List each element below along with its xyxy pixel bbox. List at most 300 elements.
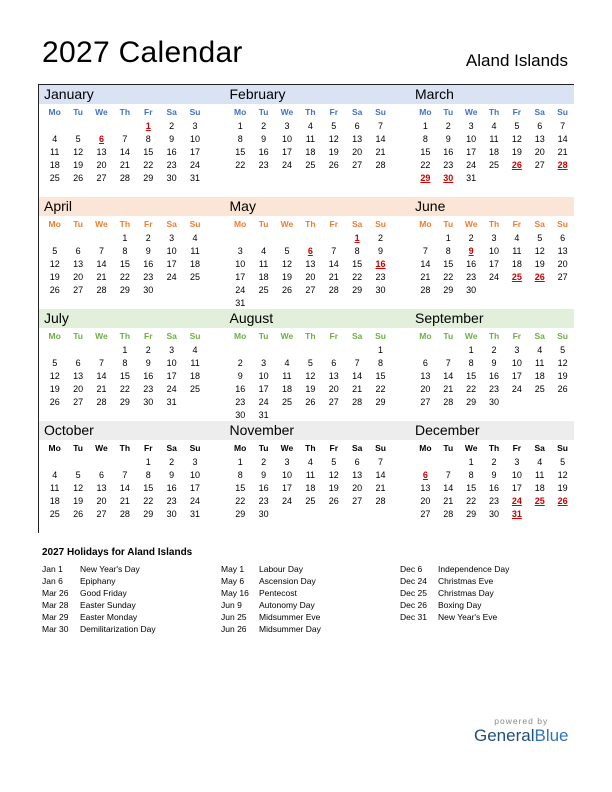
week-row: [414, 232, 574, 245]
day-cell: 12: [305, 371, 316, 381]
week-row: [414, 159, 574, 172]
week-row: [229, 370, 411, 383]
day-cell: 5: [560, 457, 566, 467]
day-cell: 19: [328, 147, 339, 157]
day-cell: 3: [169, 345, 175, 355]
day-cell: 19: [557, 483, 568, 493]
holiday-item-name: Autonomy Day: [259, 600, 315, 610]
day-cell: 27: [352, 496, 363, 506]
week-row: [414, 271, 574, 284]
day-cell: 27: [420, 397, 431, 407]
day-cell: 13: [420, 371, 431, 381]
holiday-column: [42, 563, 221, 635]
day-cell: 30: [489, 509, 500, 519]
day-cell: 7: [331, 246, 337, 256]
day-cell: 8: [378, 358, 384, 368]
day-cell: [299, 508, 322, 521]
day-cell: 27: [328, 397, 339, 407]
day-cell: 14: [328, 259, 339, 269]
weekday-label: Mo: [234, 219, 247, 229]
day-cell: 29: [466, 397, 477, 407]
week-row: [414, 357, 574, 370]
weekday-label: Th: [305, 219, 316, 229]
day-cell: 12: [281, 259, 292, 269]
holiday-date: 26: [511, 160, 522, 170]
day-cell: 20: [557, 259, 568, 269]
day-cell: 15: [466, 371, 477, 381]
day-cell: 23: [143, 272, 154, 282]
holiday-date: 31: [511, 509, 522, 519]
day-cell: 18: [511, 259, 522, 269]
day-cell: 1: [122, 345, 128, 355]
day-cell: 28: [375, 160, 386, 170]
weekday-header: [229, 440, 411, 456]
weekday-label: Tu: [258, 107, 269, 117]
quarter-row: [39, 421, 574, 533]
week-row: [229, 133, 411, 146]
day-cell: 15: [235, 483, 246, 493]
weekday-label: We: [464, 443, 478, 453]
day-cell: [252, 232, 275, 245]
day-cell: 25: [281, 397, 292, 407]
weekday-label: Fr: [329, 443, 338, 453]
day-cell: 13: [420, 483, 431, 493]
day-cell: 21: [352, 384, 363, 394]
day-cell: 9: [237, 371, 243, 381]
holiday-item-name: Labour Day: [259, 564, 303, 574]
weekday-header: [414, 216, 574, 232]
weekday-label: Su: [189, 107, 201, 117]
day-cell: 10: [281, 134, 292, 144]
day-cell: 20: [420, 496, 431, 506]
month-name: January: [39, 85, 225, 104]
weekday-label: Mo: [419, 443, 432, 453]
day-cell: 8: [468, 470, 474, 480]
day-cell: 20: [352, 147, 363, 157]
week-row: [229, 469, 411, 482]
day-cell: 16: [143, 259, 154, 269]
day-cell: 7: [98, 358, 104, 368]
week-row: [229, 508, 411, 521]
weekday-label: Sa: [534, 219, 545, 229]
holiday-item: [400, 587, 579, 599]
day-cell: 19: [328, 483, 339, 493]
day-cell: 3: [514, 457, 520, 467]
week-row: [43, 159, 225, 172]
holiday-date: 24: [511, 496, 522, 506]
weekday-label: Mo: [234, 107, 247, 117]
week-row: [43, 383, 225, 396]
day-cell: 14: [352, 371, 363, 381]
holiday-item-name: Good Friday: [80, 588, 127, 598]
day-cell: 19: [49, 272, 60, 282]
weekday-label: Sa: [166, 331, 177, 341]
day-cell: [43, 232, 66, 245]
day-cell: 10: [190, 470, 201, 480]
weekday-label: Sa: [534, 443, 545, 453]
month-block: [410, 421, 574, 533]
weekday-label: Su: [189, 443, 201, 453]
day-cell: 11: [535, 470, 545, 480]
day-cell: 14: [119, 147, 130, 157]
day-cell: 11: [305, 134, 316, 144]
day-cell: 3: [514, 345, 520, 355]
holiday-date: 25: [534, 496, 545, 506]
holiday-date: 6: [98, 134, 104, 144]
quarter-row: [39, 197, 574, 309]
day-cell: 6: [354, 121, 360, 131]
day-cell: 4: [192, 233, 198, 243]
day-cell: 4: [192, 345, 198, 355]
month-name: July: [39, 309, 225, 328]
day-cell: 29: [443, 285, 454, 295]
day-cell: 12: [328, 470, 339, 480]
day-cell: 31: [190, 509, 201, 519]
weekday-label: We: [280, 219, 294, 229]
day-cell: 13: [352, 470, 363, 480]
weekday-label: Fr: [329, 219, 338, 229]
holiday-date: 16: [375, 259, 386, 269]
day-cell: 22: [352, 272, 363, 282]
weekday-header: [414, 104, 574, 120]
weekday-label: Fr: [512, 331, 522, 341]
day-cell: 10: [511, 358, 522, 368]
holiday-item: [400, 599, 579, 611]
holiday-item: [221, 599, 400, 611]
week-row: [43, 508, 225, 521]
day-cell: 8: [122, 246, 128, 256]
day-cell: 25: [190, 384, 201, 394]
weekday-header: [229, 328, 411, 344]
week-row: [229, 120, 411, 133]
day-cell: 11: [305, 470, 316, 480]
holiday-item: [400, 575, 579, 587]
day-cell: 9: [145, 246, 151, 256]
day-cell: 13: [73, 259, 84, 269]
weekday-header: [414, 328, 574, 344]
day-cell: 18: [190, 371, 201, 381]
day-cell: [43, 344, 66, 357]
day-cell: 8: [468, 358, 474, 368]
day-cell: [299, 344, 322, 357]
day-cell: [90, 232, 113, 245]
day-cell: 24: [511, 384, 522, 394]
day-cell: 2: [261, 121, 267, 131]
day-cell: 9: [261, 470, 267, 480]
week-row: [414, 133, 574, 146]
week-row: [229, 456, 411, 469]
day-cell: 27: [305, 285, 316, 295]
day-cell: 20: [420, 384, 431, 394]
day-cell: 12: [328, 134, 339, 144]
day-cell: 18: [534, 371, 545, 381]
day-cell: 22: [466, 384, 477, 394]
day-cell: 4: [307, 457, 313, 467]
day-cell: 12: [534, 246, 545, 256]
week-row: [229, 284, 411, 297]
day-cell: 12: [73, 147, 84, 157]
holiday-item: [42, 563, 221, 575]
week-row: [43, 120, 225, 133]
day-cell: 22: [466, 496, 477, 506]
day-cell: 5: [52, 358, 58, 368]
week-row: [229, 245, 411, 258]
day-cell: 27: [352, 160, 363, 170]
day-cell: [90, 120, 113, 133]
week-row: [43, 456, 225, 469]
holiday-item-date: Jun 9: [221, 600, 242, 610]
weekday-label: Th: [305, 331, 316, 341]
day-cell: 19: [49, 384, 60, 394]
day-cell: 1: [237, 121, 243, 131]
day-cell: 12: [557, 470, 568, 480]
weekday-label: Su: [557, 443, 569, 453]
day-cell: 29: [235, 509, 246, 519]
month-name: September: [410, 309, 574, 328]
day-cell: 14: [375, 470, 386, 480]
day-cell: 17: [235, 272, 246, 282]
day-cell: 11: [50, 483, 60, 493]
day-cell: 18: [305, 147, 316, 157]
weekday-label: We: [280, 331, 294, 341]
day-cell: 21: [375, 483, 386, 493]
week-row: [414, 456, 574, 469]
holiday-date: 26: [534, 272, 545, 282]
weekday-header: [43, 104, 225, 120]
holiday-date: 1: [354, 233, 360, 243]
weekday-label: Sa: [166, 219, 177, 229]
weekday-label: Mo: [419, 107, 432, 117]
day-cell: 5: [560, 345, 566, 355]
day-cell: [160, 284, 183, 297]
day-cell: 26: [305, 397, 316, 407]
day-cell: 16: [143, 371, 154, 381]
day-cell: 14: [119, 483, 130, 493]
day-cell: 23: [166, 160, 177, 170]
weekday-label: Mo: [419, 219, 432, 229]
day-cell: 10: [235, 259, 246, 269]
day-cell: 9: [261, 134, 267, 144]
day-cell: 23: [489, 496, 500, 506]
day-cell: 1: [468, 457, 474, 467]
day-cell: 15: [420, 147, 431, 157]
day-cell: [528, 508, 551, 521]
day-cell: 7: [122, 470, 128, 480]
holiday-item-name: New Year's Eve: [438, 612, 498, 622]
weekday-label: Tu: [443, 331, 454, 341]
day-cell: [66, 344, 89, 357]
day-cell: 22: [443, 272, 454, 282]
day-cell: 16: [489, 371, 500, 381]
holiday-date: 28: [557, 160, 568, 170]
day-cell: 23: [143, 384, 154, 394]
day-cell: 18: [49, 496, 60, 506]
day-cell: [322, 232, 345, 245]
holiday-item: [42, 599, 221, 611]
day-cell: 7: [354, 358, 360, 368]
month-block: [39, 197, 225, 309]
day-cell: 3: [284, 121, 290, 131]
day-cell: [505, 396, 528, 409]
quarter-row: [39, 85, 574, 197]
week-row: [43, 271, 225, 284]
holiday-item-date: May 6: [221, 576, 245, 586]
day-cell: [414, 232, 437, 245]
day-cell: 20: [534, 147, 545, 157]
day-cell: 18: [489, 147, 500, 157]
day-cell: 28: [96, 285, 107, 295]
day-cell: 5: [284, 246, 290, 256]
day-cell: 15: [443, 259, 454, 269]
day-cell: 15: [143, 147, 154, 157]
day-cell: 14: [96, 371, 107, 381]
day-cell: 29: [466, 509, 477, 519]
day-cell: 27: [557, 272, 568, 282]
day-cell: 4: [537, 457, 543, 467]
weekday-label: Mo: [48, 443, 61, 453]
day-cell: 31: [258, 410, 269, 420]
day-cell: 10: [281, 470, 292, 480]
day-cell: 18: [534, 483, 545, 493]
week-row: [229, 232, 411, 245]
weekday-label: Th: [488, 331, 500, 341]
day-cell: 24: [489, 272, 500, 282]
day-cell: 27: [73, 397, 84, 407]
day-cell: 29: [119, 285, 130, 295]
week-row: [229, 482, 411, 495]
month-name: November: [225, 421, 411, 440]
day-cell: 17: [166, 259, 177, 269]
day-cell: [299, 232, 322, 245]
day-cell: 24: [281, 160, 292, 170]
weekday-label: Tu: [258, 331, 269, 341]
day-cell: 26: [49, 397, 60, 407]
day-cell: 20: [96, 496, 107, 506]
month-block: [410, 309, 574, 421]
weekday-label: Tu: [258, 443, 269, 453]
day-cell: 7: [378, 121, 384, 131]
day-cell: 15: [375, 371, 386, 381]
holiday-item-date: Dec 25: [400, 588, 427, 598]
day-cell: 6: [560, 233, 566, 243]
day-cell: 5: [514, 121, 520, 131]
day-cell: 16: [166, 147, 177, 157]
day-cell: 11: [535, 358, 545, 368]
day-cell: 8: [145, 134, 151, 144]
holiday-item-name: Boxing Day: [438, 600, 482, 610]
day-cell: 28: [443, 509, 454, 519]
day-cell: 28: [328, 285, 339, 295]
day-cell: 3: [261, 358, 267, 368]
holiday-item: [221, 611, 400, 623]
day-cell: [483, 284, 506, 297]
day-cell: 21: [328, 272, 339, 282]
day-cell: 6: [75, 246, 81, 256]
day-cell: 5: [537, 233, 543, 243]
day-cell: 29: [352, 285, 363, 295]
day-cell: [551, 508, 574, 521]
day-cell: 29: [119, 397, 130, 407]
day-cell: 21: [375, 147, 386, 157]
day-cell: [551, 396, 574, 409]
holiday-item-name: Ascension Day: [259, 576, 316, 586]
day-cell: 8: [237, 134, 243, 144]
day-cell: [43, 120, 66, 133]
holiday-item-name: Easter Sunday: [80, 600, 136, 610]
day-cell: 10: [511, 470, 522, 480]
month-name: August: [225, 309, 411, 328]
month-name: June: [410, 197, 574, 216]
day-cell: [437, 456, 460, 469]
day-cell: [414, 344, 437, 357]
holiday-column: [400, 563, 579, 635]
day-cell: 13: [305, 259, 316, 269]
day-cell: 10: [166, 246, 177, 256]
day-cell: 13: [73, 371, 84, 381]
day-cell: 20: [352, 483, 363, 493]
weekday-label: Fr: [144, 443, 153, 453]
day-cell: 4: [537, 345, 543, 355]
holiday-item-name: Independence Day: [438, 564, 510, 574]
day-cell: 21: [96, 384, 107, 394]
day-cell: 22: [119, 272, 130, 282]
holiday-item-date: Dec 26: [400, 600, 427, 610]
week-row: [43, 469, 225, 482]
day-cell: 27: [534, 160, 545, 170]
weekday-label: We: [95, 107, 108, 117]
week-row: [43, 146, 225, 159]
day-cell: [483, 172, 506, 185]
week-row: [229, 146, 411, 159]
day-cell: [275, 508, 298, 521]
day-cell: 31: [166, 397, 177, 407]
day-cell: 2: [445, 121, 451, 131]
weekday-label: Fr: [512, 443, 522, 453]
day-cell: 5: [307, 358, 313, 368]
day-cell: 2: [378, 233, 384, 243]
day-cell: [322, 344, 345, 357]
day-cell: 28: [375, 496, 386, 506]
day-cell: 15: [119, 259, 130, 269]
day-cell: 29: [143, 509, 154, 519]
day-cell: 17: [258, 384, 269, 394]
month-name: December: [410, 421, 574, 440]
day-cell: 15: [466, 483, 477, 493]
day-cell: 3: [192, 121, 198, 131]
month-name: May: [225, 197, 411, 216]
day-cell: 4: [261, 246, 267, 256]
week-row: [43, 370, 225, 383]
weekday-label: Fr: [512, 107, 522, 117]
holiday-column: [221, 563, 400, 635]
day-cell: 1: [237, 457, 243, 467]
day-cell: 8: [145, 470, 151, 480]
day-cell: [345, 344, 368, 357]
day-cell: 24: [190, 496, 201, 506]
weekday-label: Su: [557, 107, 569, 117]
day-cell: 7: [445, 470, 451, 480]
weekday-label: Th: [488, 219, 500, 229]
country-name: Aland Islands: [465, 51, 568, 70]
month-name: October: [39, 421, 225, 440]
day-cell: 23: [375, 272, 386, 282]
week-row: [229, 159, 411, 172]
month-block: [410, 197, 574, 309]
holiday-item: [221, 587, 400, 599]
day-cell: 17: [511, 483, 522, 493]
day-cell: [113, 456, 136, 469]
day-cell: 8: [445, 246, 451, 256]
